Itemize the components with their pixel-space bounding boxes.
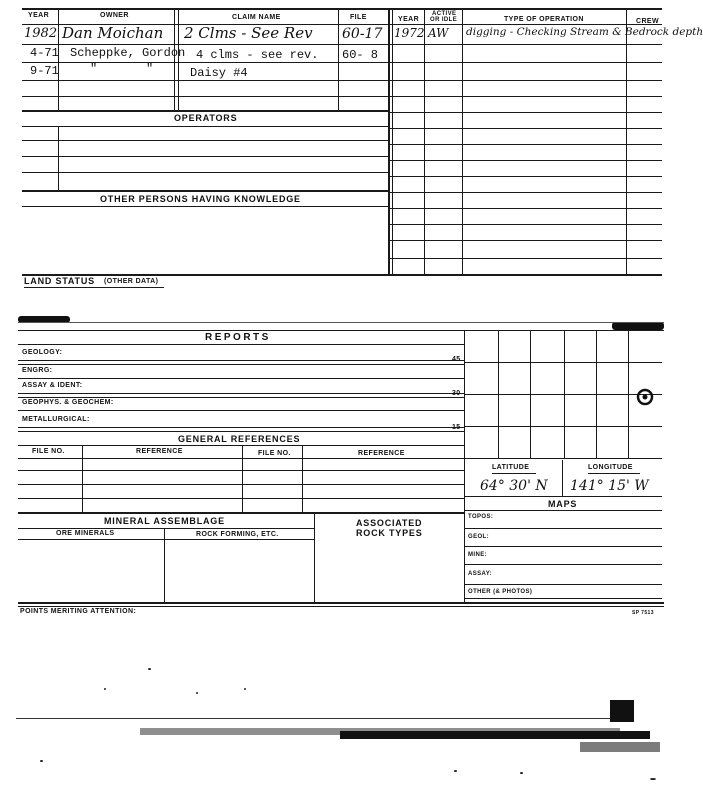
report-number-30: 30 (452, 390, 461, 397)
row1-operation: digging - Checking Stream & Bedrock depth (466, 26, 703, 38)
row-line (390, 192, 662, 193)
row-line (390, 240, 662, 241)
land-status-rule (22, 274, 662, 276)
scan-streak (340, 731, 650, 739)
geology-label: GEOLOGY: (22, 349, 63, 356)
general-references-title: GENERAL REFERENCES (178, 434, 301, 444)
year-header: YEAR (28, 12, 50, 19)
row-line (390, 208, 662, 209)
longitude-value: 141° 15' W (570, 478, 649, 494)
maps-line (464, 528, 662, 529)
scan-speck (196, 692, 198, 694)
row1-claim: 2 Clms - See Rev (184, 24, 313, 42)
map-grid-row (464, 458, 662, 459)
report-line (18, 360, 464, 361)
scan-speck (244, 688, 246, 690)
col-divider (626, 8, 627, 276)
scan-speck (104, 688, 106, 690)
row2-claim: 4 clms - see rev. (196, 48, 319, 62)
scan-streak (16, 718, 616, 719)
center-divider (388, 8, 390, 276)
assay-map-label: ASSAY: (468, 571, 493, 577)
longitude-underline (588, 473, 640, 474)
operators-title: OPERATORS (174, 113, 238, 123)
file-no2-header: FILE NO. (258, 450, 291, 457)
rock-types-title: ROCK TYPES (356, 528, 423, 538)
other-persons-title: OTHER PERSONS HAVING KNOWLEDGE (100, 194, 301, 204)
row-line (390, 128, 662, 129)
maps-header-line (464, 510, 662, 511)
col-divider (462, 8, 463, 276)
engrg-label: ENGRG: (22, 367, 53, 374)
scan-streak (580, 742, 660, 752)
gen-ref-bottom (18, 512, 464, 514)
year2-header: YEAR (398, 16, 420, 23)
report-line (18, 410, 464, 411)
assay-label: ASSAY & IDENT: (22, 382, 83, 389)
reference2-header: REFERENCE (358, 450, 405, 457)
longitude-label: LONGITUDE (588, 464, 633, 471)
row-line (390, 144, 662, 145)
topos-label: TOPOS: (468, 514, 494, 520)
row-line (390, 160, 662, 161)
reference-header: REFERENCE (136, 448, 183, 455)
file-header: FILE (350, 14, 367, 21)
gen-ref-col (82, 445, 83, 512)
mineral-col (314, 512, 315, 602)
row-line (390, 62, 662, 63)
maps-line (464, 584, 662, 585)
row-line (22, 206, 390, 207)
gen-ref-col (242, 445, 243, 512)
scan-block (610, 700, 634, 722)
row-line (390, 176, 662, 177)
row3-owner-ditto: " (146, 62, 154, 76)
maps-title: MAPS (548, 499, 578, 509)
maps-line (464, 598, 662, 599)
report-line (18, 431, 464, 432)
row1-owner: Dan Moichan (62, 24, 164, 42)
reports-title: REPORTS (205, 332, 271, 343)
map-grid-row (464, 426, 662, 427)
reports-top-rule (18, 322, 664, 323)
row-line (22, 172, 390, 173)
col-divider (424, 8, 425, 276)
redaction-mark-right (612, 322, 664, 330)
bottom-rule (18, 602, 664, 604)
scan-speck (148, 668, 151, 670)
report-line (18, 393, 464, 394)
scan-speck (520, 772, 523, 774)
report-number-15: 15 (452, 424, 461, 431)
gen-ref-line (18, 470, 464, 471)
geophys-label: GEOPHYS. & GEOCHEM: (22, 399, 114, 406)
scan-speck (40, 760, 43, 762)
mineral-header-line (18, 539, 314, 540)
row3-year: 9-71 (30, 64, 59, 78)
report-number-45: 45 (452, 356, 461, 363)
row1-year2: 1972 (394, 26, 425, 40)
maps-line (464, 564, 662, 565)
row-line (390, 258, 662, 259)
row3-claim: Daisy #4 (190, 66, 248, 80)
land-status-underline (24, 287, 164, 288)
coords-bottom-line (464, 496, 662, 497)
latitude-label: LATITUDE (492, 464, 530, 471)
points-meriting-attention-label: POINTS MERITING ATTENTION: (20, 608, 137, 615)
gen-ref-line (18, 458, 464, 459)
row-line (390, 96, 662, 97)
row-line (390, 224, 662, 225)
associated-title: ASSOCIATED (356, 518, 423, 528)
reports-top-rule (18, 330, 664, 331)
metallurgical-label: METALLURGICAL: (22, 416, 90, 423)
owner-header: OWNER (100, 12, 129, 19)
scan-speck (454, 770, 457, 772)
other-persons-rule (22, 190, 390, 192)
land-status-subtitle: (OTHER DATA) (104, 278, 159, 285)
row2-year: 4-71 (30, 46, 59, 60)
gen-ref-col (302, 445, 303, 512)
row-line (22, 96, 390, 97)
center-divider (392, 8, 393, 276)
row2-file: 60- 8 (342, 48, 379, 62)
row-line (390, 112, 662, 113)
report-line (18, 364, 464, 365)
ore-minerals-header: ORE MINERALS (56, 530, 115, 537)
row-line (22, 44, 390, 45)
other-photos-label: OTHER (& PHOTOS) (468, 589, 533, 595)
rock-forming-header: ROCK FORMING, ETC. (196, 531, 279, 538)
row2-owner: Scheppke, Gordon (70, 46, 186, 60)
row1-file: 60-17 (342, 26, 383, 42)
gen-ref-line (18, 498, 464, 499)
row1-active: AW (428, 26, 449, 40)
file-no-header: FILE NO. (32, 448, 65, 455)
operators-rule (22, 110, 390, 112)
row1-year: 1982 (24, 26, 58, 41)
row-line (22, 140, 390, 141)
scan-speck (650, 778, 656, 780)
form-number: SP 7513 (632, 610, 654, 616)
active-header: ACTIVE (432, 11, 457, 17)
crew-header: CREW (636, 18, 659, 25)
gen-ref-header-line (18, 445, 464, 446)
row-line (22, 62, 390, 63)
row-line (22, 126, 390, 127)
map-grid-row (464, 362, 662, 363)
report-line (18, 397, 464, 398)
mineral-header-line (18, 528, 314, 529)
type-of-operation-header: TYPE OF OPERATION (504, 16, 584, 23)
latitude-underline (492, 473, 536, 474)
geol-label: GEOL: (468, 534, 489, 540)
top-border (22, 8, 662, 10)
map-grid-row (464, 394, 662, 395)
gen-ref-line (18, 484, 464, 485)
row3-owner-ditto: " (90, 62, 98, 76)
mineral-col (164, 528, 165, 602)
col-divider (338, 8, 339, 110)
mine-label: MINE: (468, 552, 487, 558)
row-line (22, 80, 390, 81)
land-status-title: LAND STATUS (24, 276, 95, 286)
row-line (22, 156, 390, 157)
report-line (18, 427, 464, 428)
report-line (18, 378, 464, 379)
bottom-rule (18, 606, 664, 607)
map-grid-left (464, 330, 465, 602)
row-line (390, 44, 662, 45)
location-target-icon (636, 388, 654, 406)
or-idle-header: OR IDLE (430, 17, 458, 23)
reports-header-line (18, 344, 464, 345)
coords-divider (562, 460, 563, 496)
col-divider (58, 126, 59, 190)
latitude-value: 64° 30' N (480, 478, 548, 494)
mineral-assemblage-title: MINERAL ASSEMBLAGE (104, 516, 225, 526)
maps-line (464, 546, 662, 547)
claim-name-header: CLAIM NAME (232, 14, 281, 21)
row-line (390, 80, 662, 81)
